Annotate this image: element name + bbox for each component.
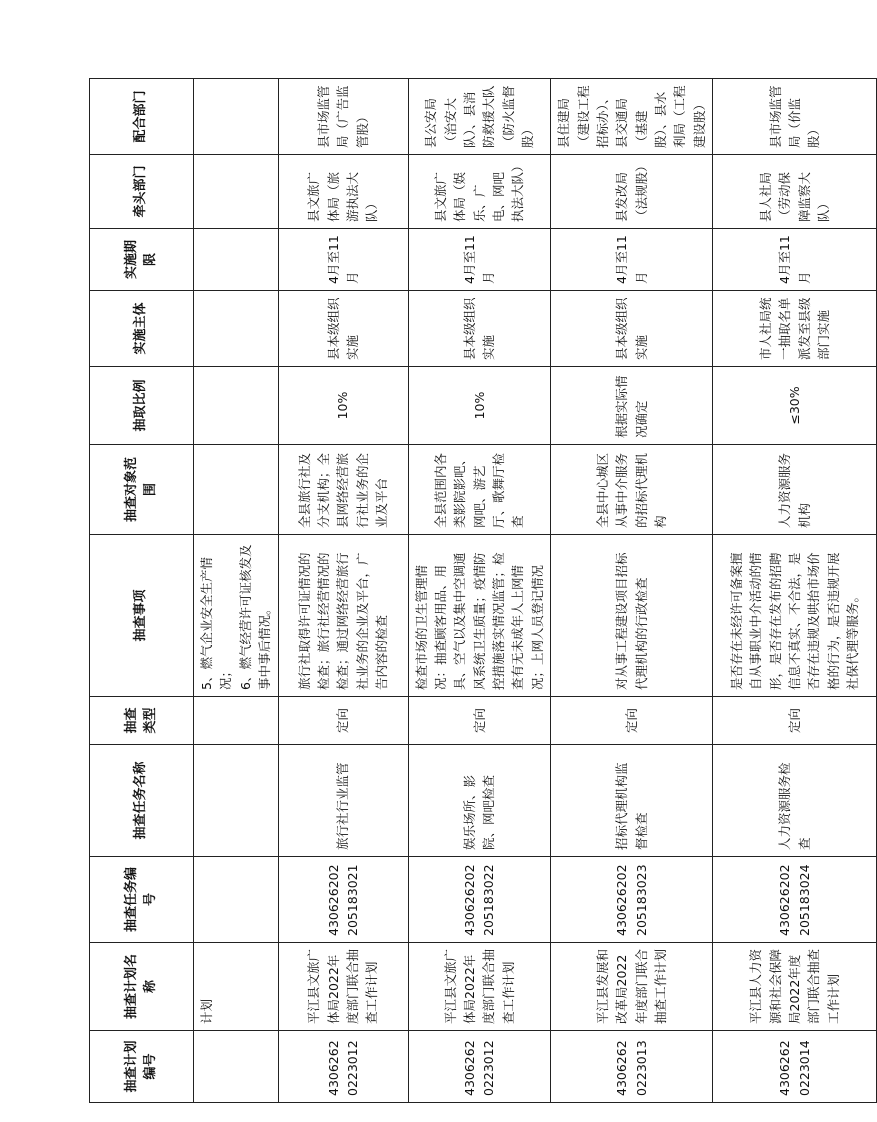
cell-type: 定向 <box>408 697 551 745</box>
header-assist: 配合部门 <box>90 79 194 155</box>
header-items: 抽查事项 <box>90 535 194 697</box>
cell-plan-no: 43062620223014 <box>713 1031 877 1103</box>
cont-plan-no <box>194 1031 279 1103</box>
table-row <box>278 79 408 1103</box>
cell-ratio: 根据实际情况确定 <box>551 367 713 445</box>
cell-plan-no: 43062620223012 <box>408 1031 551 1103</box>
cell-plan-name: 平江县文旅广体局2022年度部门联合抽查工作计划 <box>408 943 551 1031</box>
header-row <box>90 79 194 1103</box>
cell-task-name: 招标代理机构监督检查 <box>551 745 713 857</box>
cont-type <box>194 697 279 745</box>
cell-lead: 县人社局（劳动保障监察大队） <box>713 155 877 229</box>
cell-scope: 全县旅行社及分支机构；全县网络经营旅行社业务的企业及平台 <box>278 445 408 535</box>
continuation-row <box>194 79 279 1103</box>
cell-plan-name: 平江县文旅广体局2022年度部门联合抽查工作计划 <box>278 943 408 1031</box>
cont-subject <box>194 291 279 367</box>
header-subject: 实施主体 <box>90 291 194 367</box>
cont-ratio <box>194 367 279 445</box>
cell-subject: 市人社局统一抽取名单派发至县级部门实施 <box>713 291 877 367</box>
cell-subject: 县本级组织实施 <box>408 291 551 367</box>
cell-period: 4月至11月 <box>408 229 551 291</box>
cell-ratio: 10% <box>408 367 551 445</box>
cell-lead: 县文旅广体局（旅游执法大队） <box>278 155 408 229</box>
cont-task-no <box>194 857 279 943</box>
cell-scope: 全县中心城区从事中介服务的招标代理机构 <box>551 445 713 535</box>
cell-task-name: 旅行社行业监管 <box>278 745 408 857</box>
cont-lead <box>194 155 279 229</box>
cont-period <box>194 229 279 291</box>
cell-task-no: 430626202205183022 <box>408 857 551 943</box>
cell-task-no: 430626202205183023 <box>551 857 713 943</box>
cell-task-no: 430626202205183024 <box>713 857 877 943</box>
cell-scope: 人力资源服务机构 <box>713 445 877 535</box>
header-plan-name: 抽查计划名称 <box>90 943 194 1031</box>
header-lead: 牵头部门 <box>90 155 194 229</box>
cell-assist: 县住建局（建设工程招标办）、县交通局（基建股）、县水利局（工程建设股） <box>551 79 713 155</box>
cont-items: 5、燃气企业安全生产情况； 6、燃气经营许可证核发及事中事后情况。 <box>194 535 279 697</box>
cont-plan-name: 计划 <box>194 943 279 1031</box>
cell-items: 对从事工程建设项目招标代理机构的行政检查 <box>551 535 713 697</box>
table-row <box>408 79 551 1103</box>
cell-assist: 县市场监管局（广告监管股） <box>278 79 408 155</box>
cell-plan-no: 43062620223012 <box>278 1031 408 1103</box>
header-period: 实施期限 <box>90 229 194 291</box>
cont-scope <box>194 445 279 535</box>
cell-type: 定向 <box>278 697 408 745</box>
cell-subject: 县本级组织实施 <box>278 291 408 367</box>
cell-assist: 县市场监管局（价监股） <box>713 79 877 155</box>
cell-items: 检查市场的卫生管理情况：抽查顾客用品、用具、空气以及集中空调通风系统卫生质量；疫情防控措施落实情况监管；检查有无未成年人上网情况；上网人员登记情况 <box>408 535 551 697</box>
table-row <box>713 79 877 1103</box>
header-ratio: 抽取比例 <box>90 367 194 445</box>
cell-period: 4月至11月 <box>551 229 713 291</box>
spot-check-plan-table <box>89 78 877 1103</box>
cell-type: 定向 <box>713 697 877 745</box>
cell-task-no: 430626202205183021 <box>278 857 408 943</box>
cell-plan-no: 43062620223013 <box>551 1031 713 1103</box>
header-plan-no: 抽查计划编号 <box>90 1031 194 1103</box>
header-type: 抽查类型 <box>90 697 194 745</box>
cell-assist: 县公安局（治安大队）、县消防救援大队（防火监督股） <box>408 79 551 155</box>
cell-ratio: ≤30% <box>713 367 877 445</box>
cell-plan-name: 平江县发展和改革局2022年度部门联合抽查工作计划 <box>551 943 713 1031</box>
cell-lead: 县发改局（法规股） <box>551 155 713 229</box>
cell-items: 旅行社取得许可证情况的检查；旅行社经营情况的检查；通过网络经营旅行社业务的企业及平台，广告内容的检查 <box>278 535 408 697</box>
table-row <box>551 79 713 1103</box>
cell-period: 4月至11月 <box>713 229 877 291</box>
header-task-name: 抽查任务名称 <box>90 745 194 857</box>
cell-scope: 全县范围内各类影院影吧、网吧、游艺厅、歌舞厅检查 <box>408 445 551 535</box>
cell-items: 是否存在未经许可备案擅自从事职业中介活动的情形，是否存在发布的招聘信息不真实、不合法，是否存在违规及哄抬市场价格的行为，是否违规开展社保代理等服务。 <box>713 535 877 697</box>
rotated-page <box>89 79 861 1103</box>
header-scope: 抽查对象范围 <box>90 445 194 535</box>
cell-subject: 县本级组织实施 <box>551 291 713 367</box>
cell-task-name: 人力资源服务检查 <box>713 745 877 857</box>
cont-task-name <box>194 745 279 857</box>
header-task-no: 抽查任务编号 <box>90 857 194 943</box>
cell-task-name: 娱乐场所、影院、网吧检查 <box>408 745 551 857</box>
cell-type: 定向 <box>551 697 713 745</box>
cell-lead: 县文旅广体局（娱乐、广电、网吧执法大队） <box>408 155 551 229</box>
cont-assist <box>194 79 279 155</box>
cell-plan-name: 平江县人力资源和社会保障局2022年度部门联合抽查工作计划 <box>713 943 877 1031</box>
cell-ratio: 10% <box>278 367 408 445</box>
cell-period: 4月至11月 <box>278 229 408 291</box>
